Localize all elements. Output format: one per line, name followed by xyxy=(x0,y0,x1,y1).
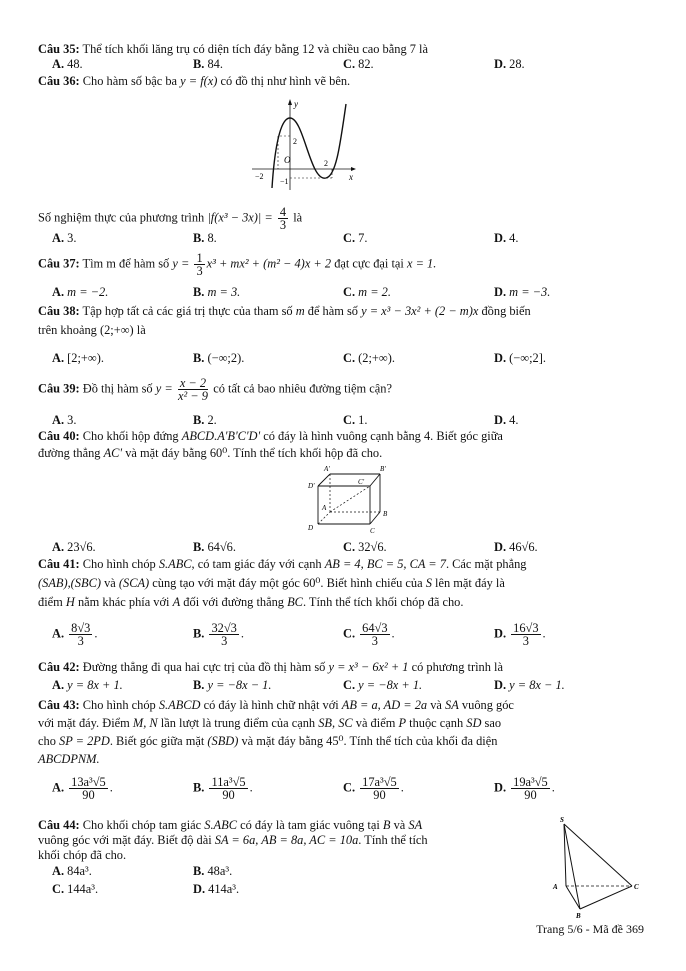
question-43-options xyxy=(52,776,652,802)
option-b[interactable]: B. $\frac{32√3}{3}$ . xyxy=(193,621,244,648)
option-b[interactable]: B. (−∞;2). xyxy=(193,351,245,365)
question-label: Câu 40: xyxy=(38,429,80,443)
question-40: Câu 40: Cho khối hộp đứng ABCD.A'B'C'D' có đáy là hình vuông cạnh bằng 4. Biết góc giữa đường thẳng AC' và mặt đáy bằng 60⁰. Tính thể tích khối hộp đã cho. xyxy=(38,429,503,460)
option-c[interactable]: C. 7. xyxy=(343,231,368,245)
page-footer: Trang 5/6 - Mã đề 369 xyxy=(536,922,644,936)
question-42: Câu 42: Đường thẳng đi qua hai cực trị của đồ thị hàm số y = x³ − 6x² + 1 có phương trình là xyxy=(38,660,503,674)
vertex-a: A xyxy=(322,504,327,512)
question-text: là xyxy=(293,210,303,225)
vertex-b1: B' xyxy=(380,465,386,473)
vertex-b: B xyxy=(383,510,388,518)
origin-label: O xyxy=(284,155,291,165)
question-label: Câu 39: xyxy=(38,381,80,396)
question-label: Câu 41: xyxy=(38,557,80,571)
vertex-s: S xyxy=(560,816,564,824)
vertex-d: D xyxy=(308,524,314,532)
pyramid-figure xyxy=(548,816,644,922)
math-expression: |f(x³ − 3x)| = xyxy=(207,210,273,225)
x-tick-2: 2 xyxy=(324,159,328,168)
question-38-options xyxy=(52,351,652,365)
y-tick-2: 2 xyxy=(293,137,297,146)
option-a[interactable]: A. 84a³. xyxy=(52,864,92,878)
vertex-a: A xyxy=(553,883,558,891)
option-c[interactable]: C. 1. xyxy=(343,413,368,427)
option-a[interactable]: A. $\frac{\text{13a³√5}}{90}$ . xyxy=(52,775,113,802)
math-expression: (2;+∞) xyxy=(99,323,134,337)
option-d[interactable]: D. y = 8x − 1. xyxy=(494,678,565,692)
option-a[interactable]: A. 23√6. xyxy=(52,540,96,554)
question-text: đạt cực đại tại xyxy=(334,256,404,271)
question-39-options xyxy=(52,413,652,427)
option-b[interactable]: B. 48a³. xyxy=(193,864,233,878)
y-axis-arrow xyxy=(288,99,292,105)
option-a[interactable]: A. m = −2. xyxy=(52,285,109,299)
question-text: Cho hàm số bậc ba xyxy=(82,74,178,88)
question-label: Câu 37: xyxy=(38,256,80,271)
question-text: Số nghiệm thực của phương trình xyxy=(38,210,205,225)
vertex-c: C xyxy=(634,883,639,891)
question-40-options xyxy=(52,540,652,554)
question-text: Tìm m để hàm số xyxy=(82,256,170,271)
option-a[interactable]: A. 48. xyxy=(52,57,83,71)
option-a[interactable]: A. 3. xyxy=(52,413,77,427)
option-a[interactable]: A. 3. xyxy=(52,231,77,245)
option-c[interactable]: C. 144a³. xyxy=(52,882,99,896)
vertex-a1: A' xyxy=(324,465,330,473)
question-label: Câu 36: xyxy=(38,74,80,88)
question-44: Câu 44: Cho khối chóp tam giác S.ABC có đáy là tam giác vuông tại B và SA vuông góc với mặt đáy. Biết độ dài SA = 6a, AB = 8a, AC = 10a. Tính thể tích khối chóp đã cho. xyxy=(38,818,428,862)
math-expression: y = f(x) xyxy=(180,74,218,88)
option-d[interactable]: D. 28. xyxy=(494,57,525,71)
option-d[interactable]: D. 4. xyxy=(494,413,519,427)
y-axis-label: y xyxy=(294,99,298,109)
math-expression: y = x³ − 3x² + (2 − m)x xyxy=(361,304,479,318)
question-label: Câu 44: xyxy=(38,818,80,832)
option-c[interactable]: C. (2;+∞). xyxy=(343,351,395,365)
question-36 xyxy=(38,74,650,88)
x-tick-minus-2: −2 xyxy=(255,172,264,181)
question-35 xyxy=(38,42,650,56)
question-label: Câu 35: xyxy=(38,42,80,56)
option-d[interactable]: D. (−∞;2]. xyxy=(494,351,546,365)
option-d[interactable]: D. m = −3. xyxy=(494,285,551,299)
vertex-b: B xyxy=(576,912,581,920)
question-label: Câu 42: xyxy=(38,660,80,674)
question-36-equation: Số nghiệm thực của phương trình |f(x³ − 3x)| = $\frac{4}{3}$ là xyxy=(38,205,303,232)
vertex-c1: C' xyxy=(358,478,365,486)
option-c[interactable]: C. 82. xyxy=(343,57,374,71)
option-b[interactable]: B. m = 3. xyxy=(193,285,241,299)
box-figure xyxy=(300,464,400,536)
option-a[interactable]: A. $\frac{8√3}{3}$ . xyxy=(52,621,98,648)
question-36-options xyxy=(52,231,652,245)
option-b[interactable]: B. 8. xyxy=(193,231,217,245)
option-d[interactable]: D. $\frac{\text{19a³√5}}{90}$ . xyxy=(494,775,555,802)
option-b[interactable]: B. 84. xyxy=(193,57,223,71)
y-tick-minus-1: −1 xyxy=(280,177,289,186)
vertex-c: C xyxy=(370,527,375,535)
question-text: Thể tích khối lăng trụ có diện tích đáy bằng 12 và chiều cao bằng 7 là xyxy=(82,42,428,56)
question-35-options xyxy=(52,57,652,71)
option-c[interactable]: C. 32√6. xyxy=(343,540,387,554)
question-text: có đồ thị như hình vẽ bên. xyxy=(220,74,351,88)
option-c[interactable]: C. $\frac{64√3}{3}$ . xyxy=(343,621,395,648)
option-a[interactable]: A. y = 8x + 1. xyxy=(52,678,123,692)
option-c[interactable]: C. $\frac{\text{17a³√5}}{90}$ . xyxy=(343,775,404,802)
question-39: Câu 39: Đồ thị hàm số y = $\frac{x - 2}{\text{x² − 9}}$ có tất cả bao nhiêu đường tiệm cận? xyxy=(38,376,392,403)
question-44-options xyxy=(52,864,352,904)
question-41: Câu 41: Cho hình chóp S.ABC, có tam giác đáy với cạnh AB = 4, BC = 5, CA = 7. Các mặt phẳng (SAB),(SBC) và (SCA) cùng tạo với mặt đáy một góc 60⁰. Biết hình chiếu của S lên mặt đáy là điểm H nằm khác phía với A đối với đường thẳng BC. Tính thể tích khối chóp đã cho. xyxy=(38,557,527,609)
option-c[interactable]: C. m = 2. xyxy=(343,285,391,299)
option-b[interactable]: B. 64√6. xyxy=(193,540,236,554)
question-label: Câu 43: xyxy=(38,698,80,712)
option-a[interactable]: A. [2;+∞). xyxy=(52,351,104,365)
question-41-options xyxy=(52,622,652,648)
option-d[interactable]: D. 46√6. xyxy=(494,540,538,554)
vertex-d1: D' xyxy=(308,482,315,490)
x-axis-arrow xyxy=(351,167,356,171)
cubic-curve xyxy=(272,104,346,188)
question-37: Câu 37: Tìm m để hàm số y = $\frac{1}{3}$ x³ + mx² + (m² − 4)x + 2 đạt cực đại tại x = 1. xyxy=(38,251,437,278)
question-38: Câu 38: Tập hợp tất cả các giá trị thực của tham số m để hàm số y = x³ − 3x² + (2 − m)x đồng biến trên khoảng (2;+∞) là xyxy=(38,304,531,337)
cubic-graph xyxy=(252,96,358,192)
option-b[interactable]: B. $\frac{\text{11a³√5}}{90}$ . xyxy=(193,775,253,802)
question-37-options xyxy=(52,285,652,299)
x-axis-label: x xyxy=(349,172,353,182)
question-42-options xyxy=(52,678,652,692)
math-expression: x³ + mx² + (m² − 4)x + 2 xyxy=(206,256,332,271)
option-d[interactable]: D. 4. xyxy=(494,231,519,245)
option-b[interactable]: B. y = −8x − 1. xyxy=(193,678,272,692)
question-43: Câu 43: Cho hình chóp S.ABCD có đáy là hình chữ nhật với AB = a, AD = 2a và SA vuông góc với mặt đáy. Điểm M, N lần lượt là trung điểm của cạnh SB, SC và điểm P thuộc cạnh SD sao cho SP = 2PD. Biết góc giữa mặt (SBD) và mặt đáy bằng 45⁰. Tính thể tích của khối đa diện ABCDPNM. xyxy=(38,698,514,766)
option-d[interactable]: D. 414a³. xyxy=(193,882,240,896)
option-b[interactable]: B. 2. xyxy=(193,413,217,427)
question-label: Câu 38: xyxy=(38,304,80,318)
option-d[interactable]: D. $\frac{16√3}{3}$ . xyxy=(494,621,546,648)
option-c[interactable]: C. y = −8x + 1. xyxy=(343,678,423,692)
